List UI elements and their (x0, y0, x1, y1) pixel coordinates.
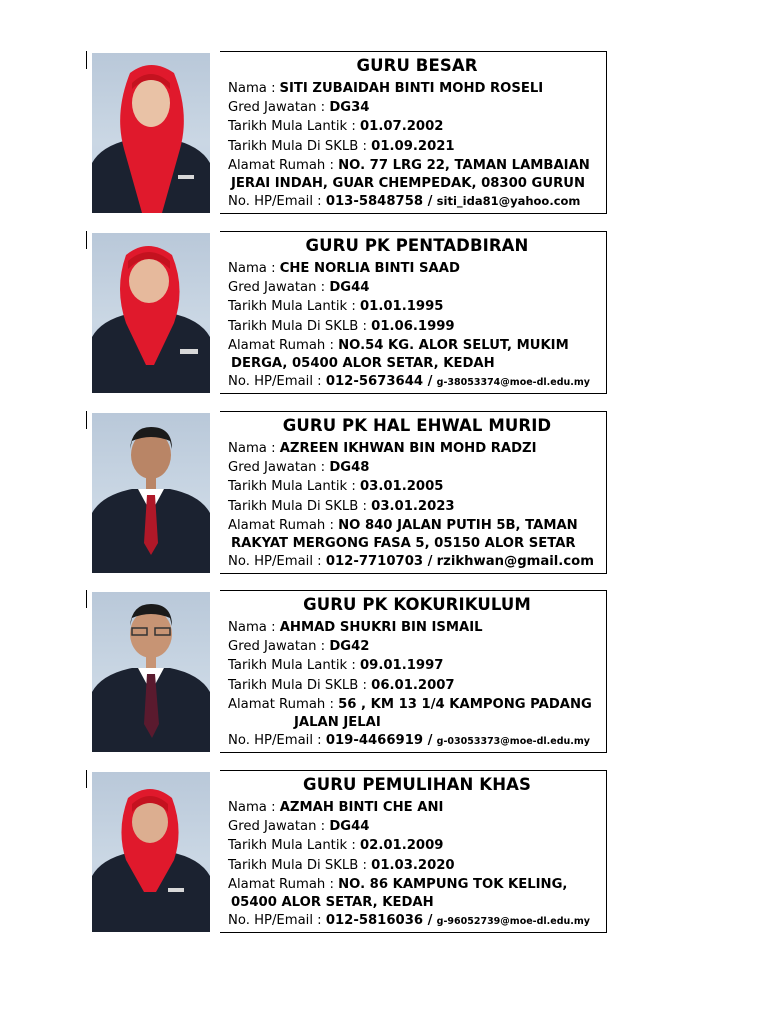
position-title: GURU PK HAL EHWAL MURID (282, 416, 552, 435)
address-line-2: JALAN JELAI (294, 715, 381, 731)
staff-card-pk-pentadbiran (86, 231, 608, 394)
address-line-2: RAKYAT MERGONG FASA 5, 05150 ALOR SETAR (231, 536, 576, 552)
name-row: Nama : CHE NORLIA BINTI SAAD (228, 261, 460, 276)
school-date-row: Tarikh Mula Di SKLB : 03.01.2023 (228, 498, 455, 514)
school-date-row: Tarikh Mula Di SKLB : 01.09.2021 (228, 138, 455, 154)
email-link[interactable]: g-03053373@moe-dl.edu.my (436, 736, 590, 748)
grade-row: Gred Jawatan : DG34 (228, 100, 370, 116)
appointment-date-row: Tarikh Mula Lantik : 01.07.2002 (228, 119, 444, 135)
staff-photo (92, 413, 210, 573)
email-link[interactable]: g-96052739@moe-dl.edu.my (436, 916, 590, 928)
address-row: Alamat Rumah : NO. 77 LRG 22, TAMAN LAMBAIAN (228, 157, 590, 173)
contact-row: No. HP/Email : 012-7710703 / rzikhwan@gmail.com (228, 554, 594, 570)
grade-row: Gred Jawatan : DG44 (228, 280, 370, 296)
name-row: Nama : SITI ZUBAIDAH BINTI MOHD ROSELI (228, 81, 544, 96)
staff-card-pk-hem (86, 411, 608, 574)
email-link[interactable]: siti_ida81@yahoo.com (436, 194, 581, 209)
grade-row: Gred Jawatan : DG48 (228, 460, 370, 476)
position-title: GURU PK PENTADBIRAN (305, 236, 529, 255)
staff-photo (92, 53, 210, 213)
staff-card-pemulihan-khas (86, 770, 608, 933)
contact-row: No. HP/Email : 013-5848758 / siti_ida81@yahoo.com (228, 194, 581, 210)
school-date-row: Tarikh Mula Di SKLB : 01.03.2020 (228, 857, 455, 873)
address-row: Alamat Rumah : 56 , KM 13 1/4 KAMPONG PADANG (228, 696, 592, 712)
address-line-2: 05400 ALOR SETAR, KEDAH (231, 895, 434, 911)
appointment-date-row: Tarikh Mula Lantik : 01.01.1995 (228, 299, 444, 315)
position-title: GURU BESAR (356, 56, 478, 75)
appointment-date-row: Tarikh Mula Lantik : 09.01.1997 (228, 658, 444, 674)
position-title: GURU PEMULIHAN KHAS (303, 775, 531, 794)
staff-info (228, 774, 606, 931)
address-line-2: DERGA, 05400 ALOR SETAR, KEDAH (231, 356, 495, 372)
contact-row: No. HP/Email : 019-4466919 / g-03053373@moe-dl.edu.my (228, 733, 590, 749)
staff-info (228, 415, 606, 571)
email-link[interactable]: rzikhwan@gmail.com (436, 554, 594, 570)
address-row: Alamat Rumah : NO. 86 KAMPUNG TOK KELING, (228, 876, 568, 892)
email-link[interactable]: g-38053374@moe-dl.edu.my (436, 377, 590, 389)
school-date-row: Tarikh Mula Di SKLB : 06.01.2007 (228, 677, 455, 693)
contact-row: No. HP/Email : 012-5816036 / g-96052739@moe-dl.edu.my (228, 913, 590, 929)
staff-photo (92, 592, 210, 752)
name-row: Nama : AHMAD SHUKRI BIN ISMAIL (228, 620, 483, 635)
staff-info (228, 235, 606, 392)
appointment-date-row: Tarikh Mula Lantik : 02.01.2009 (228, 838, 444, 854)
name-row: Nama : AZREEN IKHWAN BIN MOHD RADZI (228, 441, 537, 456)
address-line-2: JERAI INDAH, GUAR CHEMPEDAK, 08300 GURUN (231, 176, 585, 192)
staff-photo (92, 772, 210, 932)
address-row: Alamat Rumah : NO 840 JALAN PUTIH 5B, TAMAN (228, 517, 578, 533)
staff-card-guru-besar (86, 51, 608, 214)
grade-row: Gred Jawatan : DG42 (228, 639, 370, 655)
contact-row: No. HP/Email : 012-5673644 / g-38053374@moe-dl.edu.my (228, 374, 590, 390)
address-row: Alamat Rumah : NO.54 KG. ALOR SELUT, MUKIM (228, 337, 569, 353)
staff-info (228, 594, 606, 751)
staff-card-pk-kokurikulum (86, 590, 608, 753)
appointment-date-row: Tarikh Mula Lantik : 03.01.2005 (228, 479, 444, 495)
position-title: GURU PK KOKURIKULUM (303, 595, 531, 614)
staff-info (228, 55, 606, 211)
grade-row: Gred Jawatan : DG44 (228, 819, 370, 835)
school-date-row: Tarikh Mula Di SKLB : 01.06.1999 (228, 318, 455, 334)
staff-photo (92, 233, 210, 393)
name-row: Nama : AZMAH BINTI CHE ANI (228, 800, 444, 815)
